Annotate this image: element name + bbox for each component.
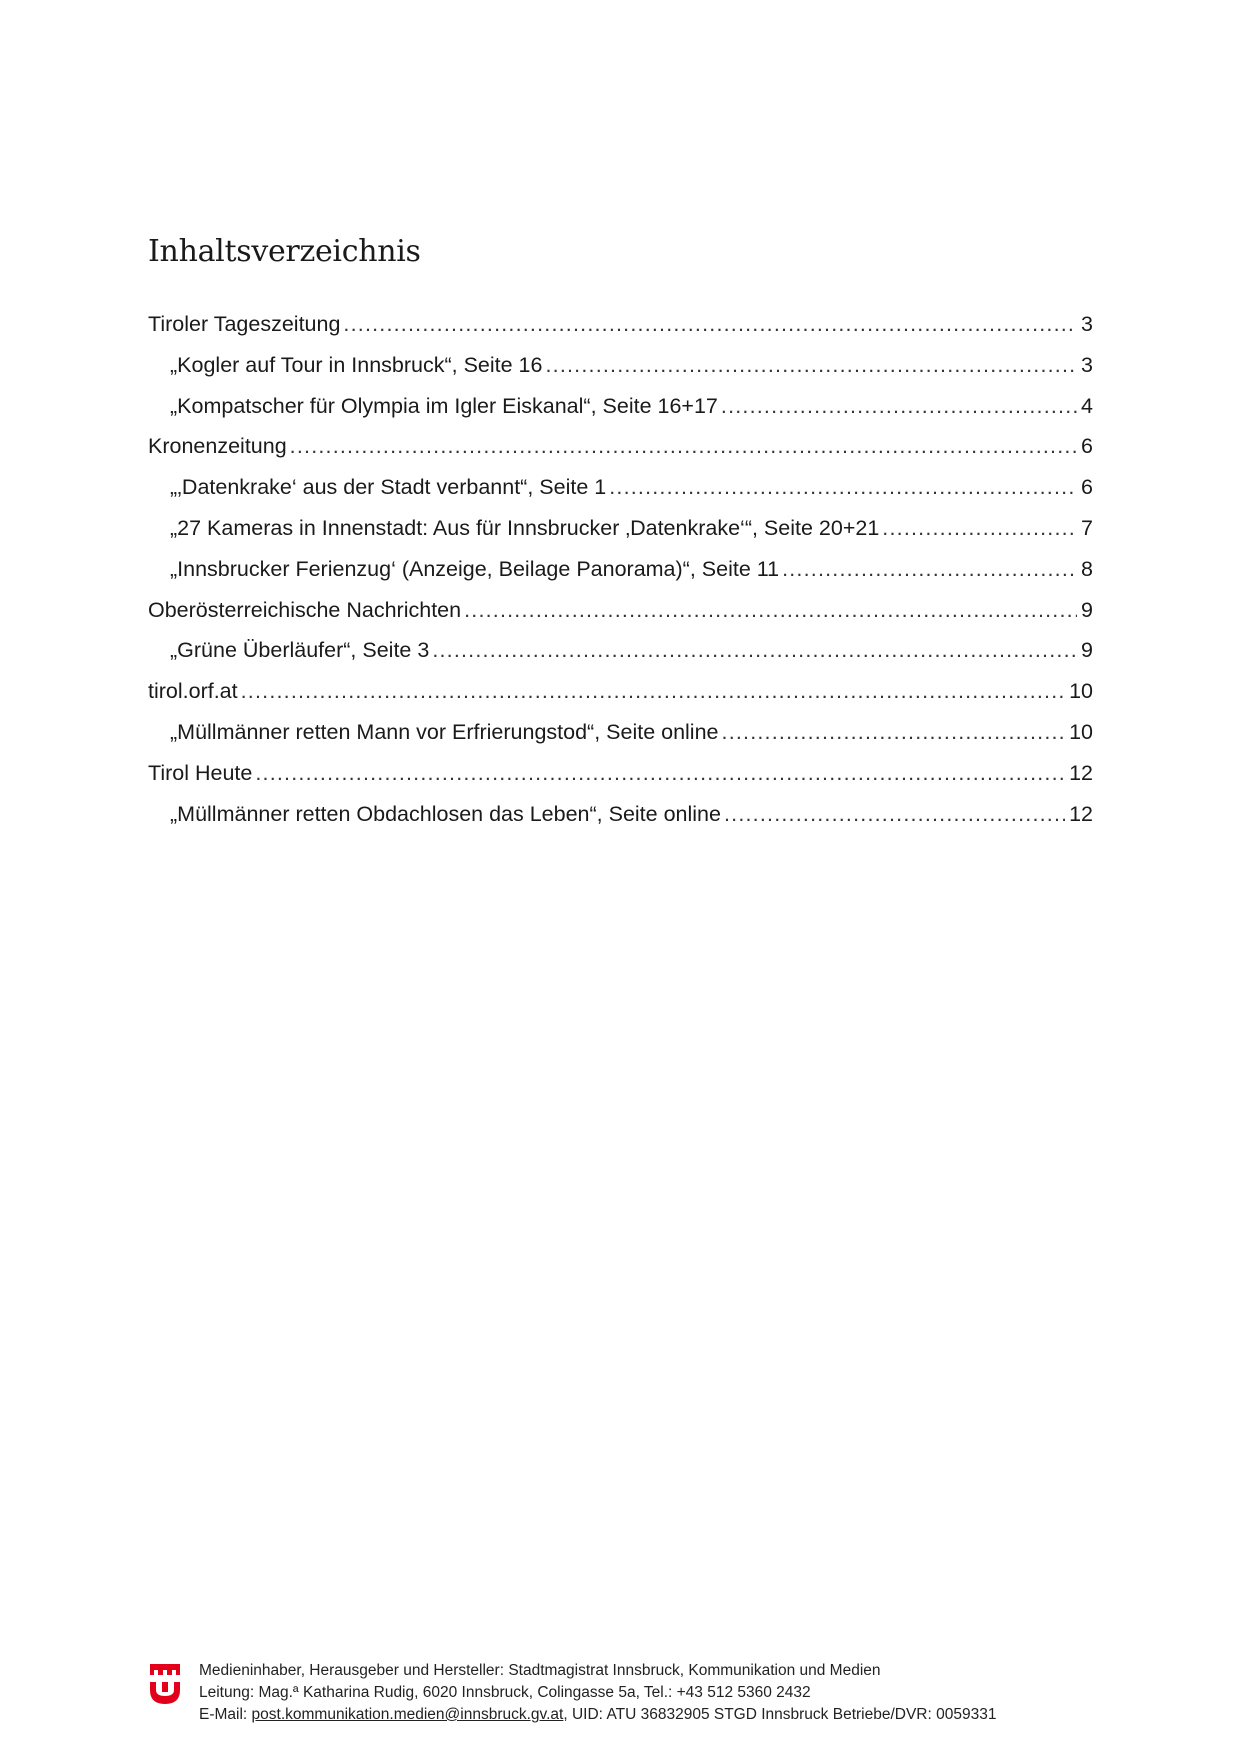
toc-page-number: 7 <box>1081 515 1093 540</box>
toc-entry-kompatscher[interactable] <box>148 386 1093 427</box>
toc-dot-leader <box>882 508 1077 549</box>
innsbruck-logo-icon <box>150 1664 180 1704</box>
footer-line-management: Leitung: Mag.ª Katharina Rudig, 6020 Innsbruck, Colingasse 5a, Tel.: +43 512 5360 2432 <box>199 1684 811 1701</box>
toc-entry-label: „Innsbrucker Ferienzug‘ (Anzeige, Beilage Panorama)“, Seite 11 <box>170 556 780 581</box>
toc-entry-label: „Müllmänner retten Obdachlosen das Leben“, Seite online <box>170 801 721 826</box>
toc-page-number: 9 <box>1081 597 1093 622</box>
toc-entry-tirol-heute[interactable] <box>148 753 1093 794</box>
footer-email-link[interactable]: post.kommunikation.medien@innsbruck.gv.at <box>251 1706 564 1723</box>
toc-entry-label: „Müllmänner retten Mann vor Erfrierungstod“, Seite online <box>170 719 719 744</box>
toc-page-number: 6 <box>1081 475 1093 500</box>
toc-dot-leader <box>721 386 1077 427</box>
toc-entry-label: „‚Datenkrake‘ aus der Stadt verbannt“, Seite 1 <box>170 475 607 500</box>
toc-dot-leader <box>724 794 1065 835</box>
toc-page-number: 8 <box>1081 556 1093 581</box>
toc-page-number: 3 <box>1081 312 1093 336</box>
toc-entry-label: „Kompatscher für Olympia im Igler Eiskanal“, Seite 16+17 <box>170 393 718 418</box>
toc-dot-leader <box>241 671 1065 712</box>
footer-imprint <box>199 1660 996 1726</box>
page-footer <box>150 1660 1110 1740</box>
toc-entry-label: Tiroler Tageszeitung <box>148 312 341 336</box>
toc-dot-leader <box>343 304 1077 345</box>
toc-page-number: 9 <box>1081 638 1093 663</box>
toc-entry-kronenzeitung[interactable] <box>148 426 1093 467</box>
footer-email-prefix: E-Mail: <box>199 1706 252 1723</box>
toc-dot-leader <box>255 753 1065 794</box>
toc-entry-ferienzug[interactable] <box>148 549 1093 590</box>
toc-entry-label: „Kogler auf Tour in Innsbruck“, Seite 16 <box>170 352 543 377</box>
toc-entry-label: „27 Kameras in Innenstadt: Aus für Innsbrucker ‚Datenkrake‘“, Seite 20+21 <box>170 515 880 540</box>
toc-page-number: 6 <box>1081 434 1093 459</box>
toc-page-number: 10 <box>1069 719 1093 744</box>
toc-dot-leader <box>609 467 1077 508</box>
toc-entry-27-kameras[interactable] <box>148 508 1093 549</box>
toc-page-number: 3 <box>1081 352 1093 377</box>
table-of-contents <box>148 304 1093 834</box>
toc-dot-leader <box>290 426 1077 467</box>
toc-dot-leader <box>545 345 1077 386</box>
toc-page-number: 10 <box>1069 679 1093 704</box>
toc-entry-muellmaenner-obdachlosen[interactable] <box>148 794 1093 835</box>
toc-dot-leader <box>432 630 1077 671</box>
toc-entry-kogler[interactable] <box>148 345 1093 386</box>
toc-dot-leader <box>464 590 1077 631</box>
toc-page-number: 4 <box>1081 393 1093 418</box>
page-title: Inhaltsverzeichnis <box>148 234 421 269</box>
toc-entry-label: „Grüne Überläufer“, Seite 3 <box>170 638 430 663</box>
toc-entry-muellmaenner-erfrierungstod[interactable] <box>148 712 1093 753</box>
toc-page-number: 12 <box>1069 760 1093 785</box>
footer-contact-suffix: , UID: ATU 36832905 STGD Innsbruck Betriebe/DVR: 0059331 <box>563 1706 997 1723</box>
toc-dot-leader <box>722 712 1066 753</box>
toc-entry-tirol-orf-at[interactable] <box>148 671 1093 712</box>
footer-line-contact <box>199 1704 996 1726</box>
toc-entry-label: Tirol Heute <box>148 760 253 785</box>
toc-page-number: 12 <box>1069 801 1093 826</box>
toc-entry-label: Kronenzeitung <box>148 434 287 459</box>
toc-entry-datenkrake-verbannt[interactable] <box>148 467 1093 508</box>
toc-dot-leader <box>782 549 1077 590</box>
toc-entry-ooe-nachrichten[interactable] <box>148 590 1093 631</box>
toc-entry-tiroler-tageszeitung[interactable] <box>148 304 1093 345</box>
toc-entry-gruene-ueberlaeufer[interactable] <box>148 630 1093 671</box>
toc-entry-label: Oberösterreichische Nachrichten <box>148 597 462 622</box>
footer-line-publisher: Medieninhaber, Herausgeber und Hersteller: Stadtmagistrat Innsbruck, Kommunikation und Medien <box>199 1662 881 1679</box>
toc-entry-label: tirol.orf.at <box>148 679 238 704</box>
